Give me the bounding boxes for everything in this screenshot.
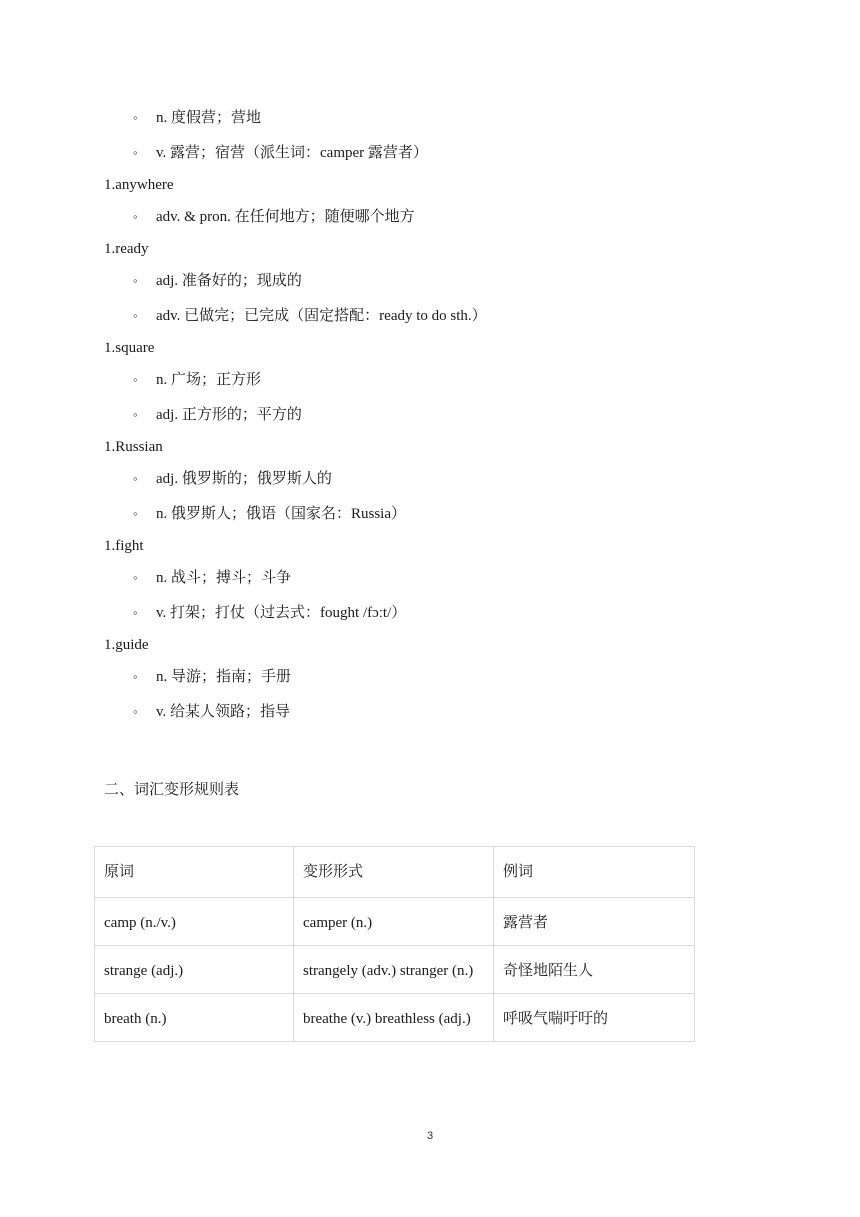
table-row: [95, 946, 695, 994]
table-cell: camp (n./v.): [95, 898, 294, 946]
word-formation-table: [94, 846, 695, 1042]
page-number: 3: [426, 1130, 434, 1142]
bullet-icon: ◦: [133, 145, 138, 160]
bullet-icon: ◦: [133, 605, 138, 620]
table-header-row: [95, 847, 695, 898]
bullet-icon: ◦: [133, 570, 138, 585]
definition-item: adv. & pron. 在任何地方；随便哪个地方: [156, 209, 415, 225]
bullet-icon: ◦: [133, 273, 138, 288]
table-cell: strange (adj.): [95, 946, 294, 994]
table-cell: breath (n.): [95, 994, 294, 1042]
definition-item: n. 战斗；搏斗；斗争: [156, 570, 292, 586]
definition-item: n. 俄罗斯人；俄语（国家名：Russia）: [156, 506, 407, 522]
table-header-cell: 例词: [494, 847, 695, 898]
table-body: [95, 847, 695, 1042]
definition-item: adj. 准备好的；现成的: [156, 273, 302, 289]
bullet-icon: ◦: [133, 209, 138, 224]
word-heading: 1.anywhere: [104, 177, 174, 193]
table-cell: 呼吸气喘吁吁的: [494, 994, 695, 1042]
definition-item: n. 导游；指南；手册: [156, 669, 292, 685]
definition-item: v. 露营；宿营（派生词：camper 露营者）: [156, 145, 428, 161]
definition-item: adj. 俄罗斯的；俄罗斯人的: [156, 471, 332, 487]
word-heading: 1.Russian: [104, 439, 163, 455]
bullet-icon: ◦: [133, 110, 138, 125]
word-heading: 1.fight: [104, 538, 144, 554]
table-cell: breathe (v.) breathless (adj.): [294, 994, 494, 1042]
table-cell: 奇怪地陌生人: [494, 946, 695, 994]
definition-item: adv. 已做完；已完成（固定搭配：ready to do sth.）: [156, 308, 487, 324]
bullet-icon: ◦: [133, 407, 138, 422]
table-cell: camper (n.): [294, 898, 494, 946]
bullet-icon: ◦: [133, 704, 138, 719]
definition-item: v. 打架；打仗（过去式：fought /fɔːt/）: [156, 605, 407, 621]
definition-item: adj. 正方形的；平方的: [156, 407, 302, 423]
table-header-cell: 原词: [95, 847, 294, 898]
word-heading: 1.ready: [104, 241, 149, 257]
table-row: [95, 994, 695, 1042]
definition-item: v. 给某人领路；指导: [156, 704, 291, 720]
bullet-icon: ◦: [133, 471, 138, 486]
definition-item: n. 度假营；营地: [156, 110, 262, 126]
bullet-icon: ◦: [133, 308, 138, 323]
table-cell: 露营者: [494, 898, 695, 946]
table-cell: strangely (adv.) stranger (n.): [294, 946, 494, 994]
word-heading: 1.square: [104, 340, 155, 356]
section-title: 二、词汇变形规则表: [104, 782, 240, 798]
table-header-cell: 变形形式: [294, 847, 494, 898]
word-heading: 1.guide: [104, 637, 149, 653]
bullet-icon: ◦: [133, 372, 138, 387]
table-row: [95, 898, 695, 946]
bullet-icon: ◦: [133, 669, 138, 684]
definition-item: n. 广场；正方形: [156, 372, 262, 388]
bullet-icon: ◦: [133, 506, 138, 521]
